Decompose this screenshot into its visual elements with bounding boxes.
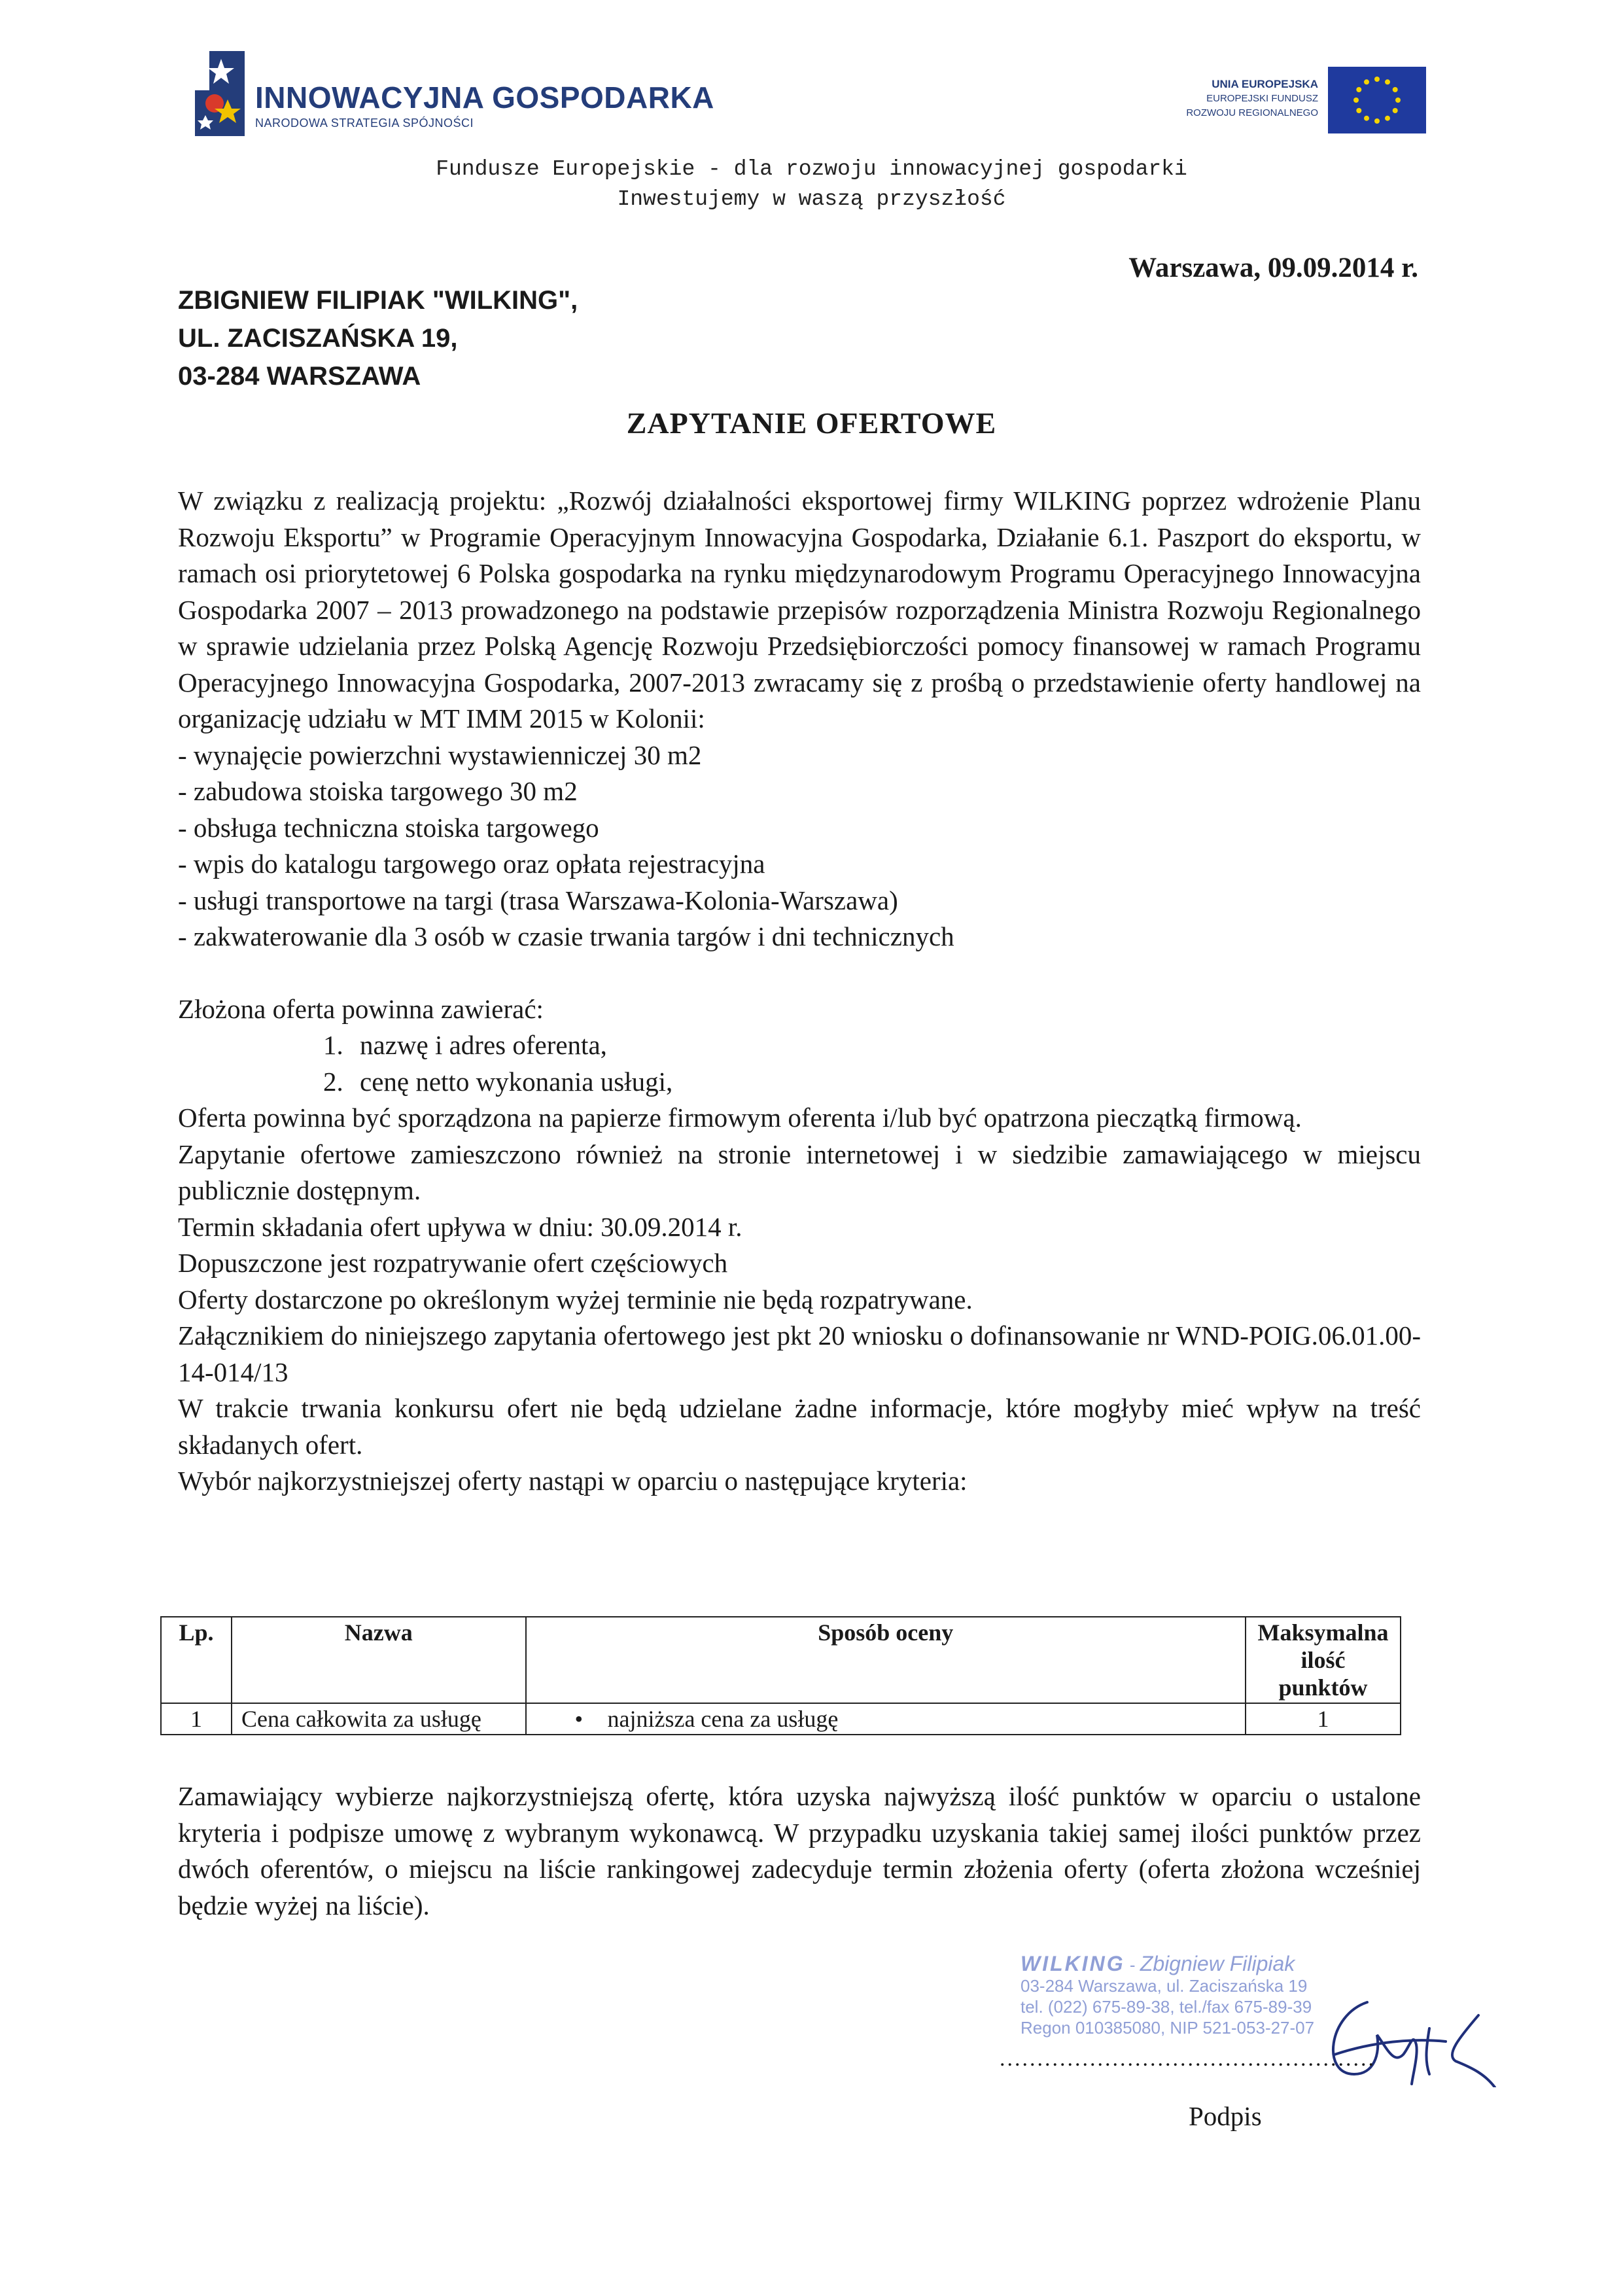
paragraph-deadline: Termin składania ofert upływa w dniu: 30.09.2014 r.: [178, 1211, 742, 1242]
document-title: ZAPYTANIE OFERTOWE: [626, 406, 997, 440]
scope-item: - wynajęcie powierzchni wystawienniczej 30 m2: [178, 739, 702, 770]
eu-star-icon: [1353, 97, 1359, 103]
paragraph-partial-offers: Dopuszczone jest rozpatrywanie ofert częściowych: [178, 1248, 728, 1278]
stamp-phone: tel. (022) 675-89-38, tel./fax 675-89-39: [1021, 1997, 1312, 2017]
paragraph-criteria-intro: Wybór najkorzystniejszej oferty nastąpi w oparciu o następujące kryteria:: [178, 1466, 968, 1496]
eu-star-icon: [1356, 108, 1361, 113]
innowacyjna-gospodarka-logo: [195, 51, 718, 136]
cell-sposob-oceny: [526, 1703, 1246, 1735]
closing-paragraph: Zamawiający wybierze najkorzystniejszą ofertę, która uzyska najwyższą ilość punktów w oparciu o ustalone kryteria i podpisze umowę z wybranym wykonawcą. W przypadku uzyskania takiej samej ilości punktów przez dwóch oferentów, o miejscu na liście rankingowej zadecyduje termin złożenia oferty (oferta złożona wcześniej będzie wyżej na liście).: [178, 1781, 1421, 1920]
cell-sposob-text: najniższa cena za usługę: [607, 1706, 839, 1732]
document-body: [178, 483, 1421, 1500]
table-header-row: [161, 1617, 1401, 1703]
table-row: [161, 1703, 1401, 1735]
eu-star-icon: [1393, 108, 1398, 113]
paragraph-late-offers: Oferty dostarczone po określonym wyżej terminie nie będą rozpatrywane.: [178, 1284, 973, 1315]
stamp-regon: Regon 010385080, NIP 521-053-27-07: [1021, 2018, 1315, 2038]
eu-line-3: ROZWOJU REGIONALNEGO: [1186, 107, 1318, 118]
motto-line-2: Inwestujemy w waszą przyszłość: [617, 187, 1006, 211]
stamp-owner: Zbigniew Filipiak: [1140, 1952, 1295, 1975]
paragraph-no-information: W trakcie trwania konkursu ofert nie będą udzielane żadne informacje, które mogłyby mieć wpływ na treść składanych ofert.: [178, 1393, 1421, 1460]
eu-star-icon: [1393, 87, 1398, 92]
ig-emblem-icon: [195, 51, 247, 136]
offer-item-text: cenę netto wykonania usługi,: [360, 1066, 673, 1097]
paragraph-publication: Zapytanie ofertowe zamieszczono również na stronie internetowej i w siedzibie zamawiającego w miejscu publicznie dostępnym.: [178, 1139, 1421, 1205]
criteria-table: [160, 1616, 1401, 1735]
offer-item: [178, 1027, 1421, 1064]
scope-item: - zabudowa stoiska targowego 30 m2: [178, 776, 578, 806]
cell-nazwa: Cena całkowita za usługę: [232, 1703, 526, 1735]
document-date: Warszawa, 09.09.2014 r.: [1128, 253, 1418, 283]
eu-star-icon: [1356, 87, 1361, 92]
eu-star-icon: [1374, 77, 1380, 82]
stamp-brand: WILKING: [1021, 1952, 1125, 1975]
eu-star-icon: [1364, 79, 1369, 84]
scope-item: - obsługa techniczna stoiska targowego: [178, 812, 599, 843]
offer-item-number: 1.: [323, 1030, 343, 1060]
eu-logo: [1073, 64, 1426, 143]
eu-star-icon: [1364, 116, 1369, 121]
signature-line: ..................................................: [1000, 2047, 1376, 2071]
offer-item: [178, 1064, 1421, 1101]
eu-flag-icon: [1328, 67, 1426, 133]
header-nazwa: Nazwa: [232, 1617, 526, 1703]
intro-paragraph: W związku z realizacją projektu: „Rozwój działalności eksportowej firmy WILKING poprzez wdrożenie Planu Rozwoju Eksportu” w Programie Operacyjnym Innowacyjna Gospodarka, Działanie 6.1. Paszport do eksportu, w ramach osi priorytetowej 6 Polska gospodarka na rynku międzynarodowym Programu Operacyjnego Innowacyjna Gospodarka 2007 – 2013 prowadzonego na podstawie przepisów rozporządzenia Ministra Rozwoju Regionalnego w sprawie udzielania przez Polską Agencję Rozwoju Przedsiębiorczości pomocy finansowej w ramach Programu Operacyjnego Innowacyjna Gospodarka, 2007-2013 zwracamy się z prośbą o przedstawienie oferty handlowej na organizację udziału w MT IMM 2015 w Kolonii:: [178, 486, 1421, 733]
paragraph-letterhead: Oferta powinna być sporządzona na papierze firmowym oferenta i/lub być opatrzona pieczątką firmową.: [178, 1103, 1302, 1133]
offer-item-text: nazwę i adres oferenta,: [360, 1030, 607, 1060]
eu-line-2: EUROPEJSKI FUNDUSZ: [1206, 93, 1318, 104]
paragraph-attachment: Załącznikiem do niniejszego zapytania ofertowego jest pkt 20 wniosku o dofinansowanie nr WND-POIG.06.01.00-14-014/13: [178, 1320, 1421, 1387]
sender-name: ZBIGNIEW FILIPIAK "WILKING",: [178, 286, 578, 315]
sender-address: [178, 281, 578, 395]
eu-star-icon: [1374, 118, 1380, 124]
cell-punkty: 1: [1246, 1703, 1401, 1735]
offer-item-number: 2.: [323, 1066, 343, 1097]
header-sposob-oceny: Sposób oceny: [526, 1617, 1246, 1703]
scope-item: - usługi transportowe na targi (trasa Warszawa-Kolonia-Warszawa): [178, 885, 898, 915]
eu-text: [1186, 77, 1318, 120]
motto-line-1: Fundusze Europejskie - dla rozwoju innowacyjnej gospodarki: [436, 157, 1187, 181]
scope-item: - wpis do katalogu targowego oraz opłata rejestracyjna: [178, 849, 765, 879]
eu-star-icon: [1395, 97, 1401, 103]
ig-subtitle: NARODOWA STRATEGIA SPÓJNOŚCI: [255, 116, 474, 130]
eu-star-icon: [1385, 116, 1390, 121]
eu-line-1: UNIA EUROPEJSKA: [1212, 78, 1318, 90]
ig-title: INNOWACYJNA GOSPODARKA: [255, 80, 714, 115]
scope-item: - zakwaterowanie dla 3 osób w czasie trwania targów i dni technicznych: [178, 921, 954, 951]
offer-intro: Złożona oferta powinna zawierać:: [178, 993, 544, 1024]
bullet-icon: •: [574, 1706, 584, 1732]
stamp-header: WILKING - Zbigniew Filipiak: [1021, 1952, 1295, 1975]
signature-label: Podpis: [1189, 2101, 1262, 2131]
eu-star-icon: [1385, 79, 1390, 84]
sender-city: 03-284 WARSZAWA: [178, 362, 421, 391]
stamp-address: 03-284 Warszawa, ul. Zaciszańska 19: [1021, 1976, 1308, 1996]
header-max-points: Maksymalna ilość punktów: [1246, 1617, 1401, 1703]
header-lp: Lp.: [161, 1617, 232, 1703]
motto: [0, 154, 1623, 215]
cell-lp: 1: [161, 1703, 232, 1735]
sender-street: UL. ZACISZAŃSKA 19,: [178, 324, 458, 353]
